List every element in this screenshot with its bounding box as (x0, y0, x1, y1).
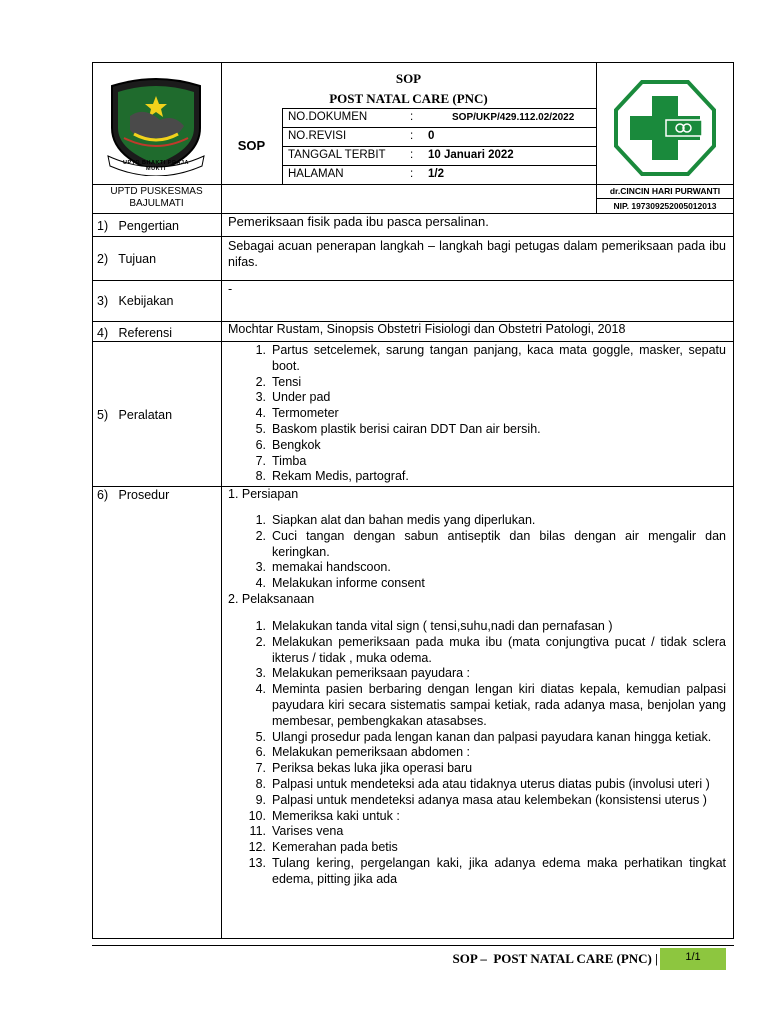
field-sep: : (410, 130, 414, 142)
kebijakan-text: - (228, 282, 233, 296)
divider (92, 486, 734, 487)
list-item: 6. Bengkok (255, 437, 321, 452)
pelaksanaan-title: 2. Pelaksanaan (228, 592, 315, 606)
list-item: 2. Melakukan pemeriksaan pada muka ibu (mata conjungtiva pucat / tidak sclera ikterus / tidak , muka odema. (255, 634, 726, 665)
section-label-peralatan: 5) Peralatan (97, 408, 173, 422)
list-item: 9. Palpasi untuk mendeteksi adanya masa atau kelembekan (konsistensi uterus ) (255, 792, 707, 807)
field-value: 10 Januari 2022 (428, 149, 514, 161)
list-item: 3. Melakukan pemeriksaan payudara : (255, 666, 471, 681)
field-sep: : (410, 149, 414, 161)
list-item: 13. Tulang kering, pergelangan kaki, jika adanya edema maka perhatikan tingkat edema, pitting jika ada (248, 855, 726, 886)
field-label: TANGGAL TERBIT (288, 149, 386, 161)
list-item: 2. Tensi (255, 374, 302, 389)
section-label-referensi: 4) Referensi (97, 326, 173, 340)
field-value: 1/2 (428, 168, 444, 180)
list-item: 8. Rekam Medis, partograf. (255, 469, 409, 484)
field-label: NO.DOKUMEN (288, 111, 368, 123)
list-item: 5. Ulangi prosedur pada lengan kanan dan palpasi payudara kanan hingga ketiak. (255, 729, 712, 744)
sop-title: SOP (395, 71, 422, 86)
field-value: 0 (428, 130, 435, 142)
field-sep: : (410, 168, 414, 180)
list-item: 5. Baskom plastik berisi cairan DDT Dan air bersih. (255, 421, 541, 436)
field-value: SOP/UKP/429.112.02/2022 (452, 112, 575, 123)
logo-ribbon-text: UPTD BHAKTI PRAJA MUKTI (123, 160, 189, 172)
list-item: 2. Cuci tangan dengan sabun antiseptik dan bilas dengan air mengalir dan keringkan. (255, 528, 726, 559)
section-label-kebijakan: 3) Kebijakan (97, 294, 174, 308)
list-item: 4. Melakukan informe consent (255, 576, 425, 591)
divider (92, 236, 734, 237)
health-cross-logo (614, 80, 716, 176)
peralatan-list (228, 343, 726, 485)
footer-rule (92, 945, 734, 946)
footer-text: SOP – POST NATAL CARE (PNC) | (452, 951, 658, 966)
divider (92, 184, 734, 185)
list-item: 7. Timba (255, 453, 307, 468)
list-item: 4. Termometer (255, 406, 339, 421)
signer-nip: NIP. 197309252005012013 (613, 201, 717, 211)
field-label: NO.REVISI (288, 130, 347, 142)
divider (596, 198, 734, 199)
section-label-pengertian: 1) Pengertian (97, 219, 179, 233)
list-item: 11. Varises vena (249, 824, 344, 839)
pelaksanaan-list (228, 619, 726, 888)
footer-page-badge (660, 948, 726, 970)
org-name-line2: BAJULMATI (129, 198, 184, 209)
referensi-text: Mochtar Rustam, Sinopsis Obstetri Fisiologi dan Obstetri Patologi, 2018 (228, 322, 626, 336)
list-item: 6. Melakukan pemeriksaan abdomen : (255, 745, 471, 760)
puskesmas-logo (104, 76, 208, 176)
footer-page-number: 1/1 (685, 951, 701, 963)
list-item: 4. Meminta pasien berbaring dengan lengan kiri diatas kepala, kemudian palpasi payudara kiri secara sistematis sampai ketiak, rada adanya masa, benjolan yang membesar, pembengkakan atasabses. (255, 682, 726, 728)
list-item: 1. Siapkan alat dan bahan medis yang diperlukan. (255, 513, 536, 527)
list-item: 3. memakai handscoon. (255, 560, 391, 575)
persiapan-list (228, 513, 726, 592)
divider (282, 108, 596, 109)
list-item: 8. Palpasi untuk mendeteksi ada atau tidaknya uterus diatas pubis (involusi uteri ) (255, 776, 710, 791)
list-item: 1. Melakukan tanda vital sign ( tensi,suhu,nadi dan pernafasan ) (255, 619, 613, 633)
divider (92, 280, 734, 281)
divider (282, 146, 596, 147)
list-item: 10. Memeriksa kaki untuk : (248, 808, 400, 823)
divider (221, 62, 222, 939)
section-label-tujuan: 2) Tujuan (97, 252, 157, 266)
persiapan-title: 1. Persiapan (228, 487, 299, 501)
sop-label: SOP (237, 138, 266, 153)
org-name-line1: UPTD PUSKESMAS (110, 186, 203, 197)
field-label: HALAMAN (288, 168, 344, 180)
list-item: 7. Periksa bekas luka jika operasi baru (255, 761, 473, 776)
pengertian-text: Pemeriksaan fisik pada ibu pasca persalinan. (228, 214, 489, 229)
list-item: 12. Kemerahan pada betis (248, 840, 398, 855)
divider (92, 341, 734, 342)
signer-name: dr.CINCIN HARI PURWANTI (609, 186, 721, 196)
tujuan-text: Sebagai acuan penerapan langkah – langkah bagi petugas dalam pemeriksaan pada ibu nifas. (228, 239, 726, 269)
document-title: POST NATAL CARE (PNC) (329, 91, 488, 106)
divider (282, 165, 596, 166)
list-item: 3. Under pad (255, 390, 331, 405)
field-sep: : (410, 111, 414, 123)
list-item: 1. Partus setcelemek, sarung tangan panjang, kaca mata goggle, masker, sepatu boot. (255, 343, 726, 373)
divider (282, 127, 596, 128)
section-label-prosedur: 6) Prosedur (97, 488, 170, 502)
